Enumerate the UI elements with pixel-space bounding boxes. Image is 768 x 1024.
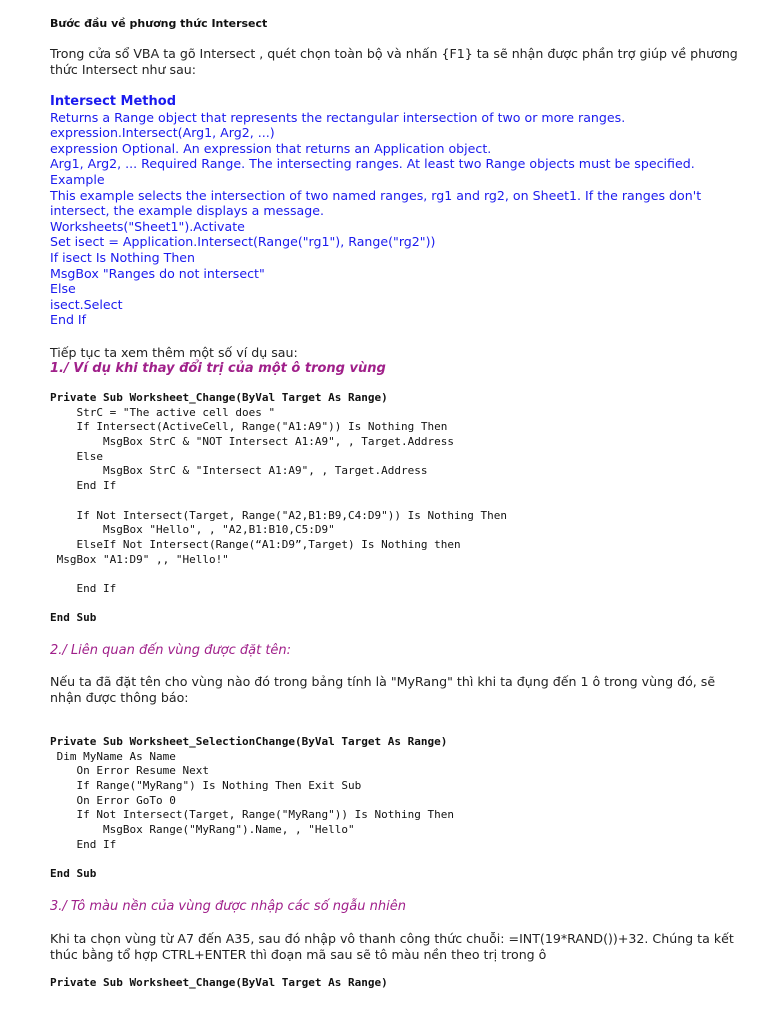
section3-code [50,976,388,991]
code-line: MsgBox StrC & "NOT Intersect A1:A9", , Target.Address [50,435,454,449]
code-line [50,853,454,868]
section2-heading: 2./ Liên quan đến vùng được đặt tên: [50,643,292,658]
code-line: End Sub [50,611,97,625]
help-line: End If [50,312,87,328]
help-line: This example selects the intersection of two named ranges, rg1 and rg2, on Sheet1. If the ranges don't [50,187,702,203]
section2-code [50,735,454,882]
code-line: MsgBox "Hello", , "A2,B1:B10,C5:D9" [50,523,335,537]
code-line: End If [50,479,117,493]
help-heading: Intersect Method [50,94,176,109]
help-line: Set isect = Application.Intersect(Range("rg1"), Range("rg2")) [50,234,436,250]
section3-heading: 3./ Tô màu nền của vùng được nhập các số ngẫu nhiên [50,899,406,914]
help-line: Else [50,281,76,297]
code-line: On Error GoTo 0 [50,793,176,807]
help-line: isect.Select [50,296,123,312]
code-line: Private Sub Worksheet_Change(ByVal Target As Range) [50,391,388,404]
code-line: Else [50,449,103,463]
code-line: ElseIf Not Intersect(Range(“A1:D9”,Target) Is Nothing then [50,537,461,551]
help-block [50,94,701,328]
help-line: Returns a Range object that represents the rectangular intersection of two or more ranges. [50,109,626,125]
help-line: expression Optional. An expression that returns an Application object. [50,140,492,156]
help-line: expression.Intersect(Arg1, Arg2, ...) [50,125,275,141]
section1-code [50,391,507,626]
help-line: Example [50,171,105,187]
code-line: StrC = "The active cell does " [50,405,276,419]
code-line [50,597,507,612]
help-line: MsgBox "Ranges do not intersect" [50,265,265,281]
code-line: MsgBox StrC & "Intersect A1:A9", , Target.Address [50,464,428,478]
code-line: On Error Resume Next [50,764,209,778]
code-line: Private Sub Worksheet_Change(ByVal Target As Range) [50,976,388,989]
code-line [50,567,507,582]
code-line: MsgBox "A1:D9" ,, "Hello!" [50,552,229,566]
help-line: Worksheets("Sheet1").Activate [50,218,245,234]
code-line: End If [50,837,117,851]
help-line: Arg1, Arg2, ... Required Range. The intersecting ranges. At least two Range objects must be specified. [50,156,695,172]
code-line: If Intersect(ActiveCell, Range("A1:A9")) Is Nothing Then [50,420,448,434]
section1-heading: 1./ Ví dụ khi thay đổi trị của một ô trong vùng [50,361,386,376]
section3-paragraph: Khi ta chọn vùng từ A7 đến A35, sau đó nhập vô thanh công thức chuỗi: =INT(19*RAND())+32. Chúng ta kết thúc bằng tổ hợp CTRL+ENTER thì đoạn mã sau sẽ tô màu nền theo trị trong ô [50,931,734,962]
code-line: If Not Intersect(Target, Range("MyRang")) Is Nothing Then [50,808,454,822]
code-line: Private Sub Worksheet_SelectionChange(ByVal Target As Range) [50,735,448,748]
continue-paragraph: Tiếp tục ta xem thêm một số ví dụ sau: [50,345,298,360]
intro-paragraph: Trong cửa sổ VBA ta gõ Intersect , quét chọn toàn bộ và nhấn {F1} ta sẽ nhận được phần trợ giúp về phương thức Intersect như sau: [50,46,738,77]
doc-title: Bước đầu về phương thức Intersect [50,17,268,30]
code-line [50,494,507,509]
code-line: End Sub [50,867,97,881]
help-line: If isect Is Nothing Then [50,249,196,265]
code-line: End If [50,581,117,595]
code-line: MsgBox Range("MyRang").Name, , "Hello" [50,823,355,837]
code-line: If Not Intersect(Target, Range("A2,B1:B9,C4:D9")) Is Nothing Then [50,508,507,522]
help-line: intersect, the example displays a message. [50,203,325,219]
code-line: Dim MyName As Name [50,749,176,763]
code-line: If Range("MyRang") Is Nothing Then Exit Sub [50,779,362,793]
section2-paragraph: Nếu ta đã đặt tên cho vùng nào đó trong bảng tính là "MyRang" thì khi ta đụng đến 1 ô trong vùng đó, sẽ nhận được thông báo: [50,674,716,705]
